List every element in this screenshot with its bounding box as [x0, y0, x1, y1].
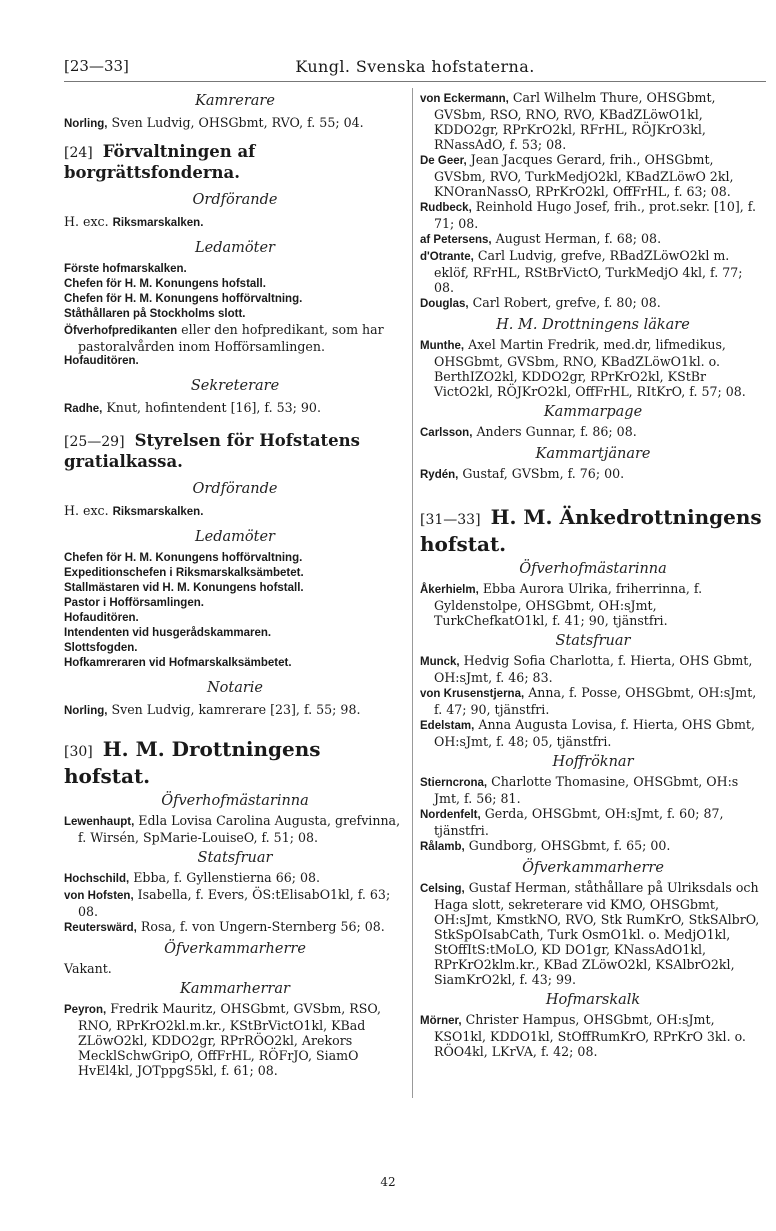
- entry: Munck, Hedvig Sofia Charlotta, f. Hierta, OHS Gbmt, OH:sJmt, f. 46; 83.: [420, 653, 753, 685]
- entry: af Petersens, August Herman, f. 68; 08.: [420, 231, 662, 246]
- entry: Åkerhielm, Ebba Aurora Ulrika, friherrinna, f. Gyldenstolpe, OHSGbmt, OH:sJmt, TurkChefkatO1kl, f. 41; 90, tjänstfri.: [420, 581, 703, 628]
- page-range: [23—33]: [64, 57, 129, 75]
- entry: Peyron, Fredrik Mauritz, OHSGbmt, GVSbm, RSO, RNO, RPrKrO2kl.m.kr., KStBrVictO1kl, KBad ZLöwO2kl, KDDO2gr, RPrRÖO2kl, Arekors MecklSchwGripO, OffFrHL, RÖFrJO, SiamO HvEl4kl, JOTppgS5kl, f. 61; 08.: [64, 1001, 381, 1078]
- entry: Norling, Sven Ludvig, kamrerare [23], f. 55; 98.: [64, 702, 361, 717]
- entry: H. exc. Riksmarskalken.: [64, 214, 204, 229]
- member-line: Pastor i Hofförsamlingen.: [64, 597, 204, 609]
- member-line: Förste hofmarskalken.: [64, 263, 187, 275]
- column-divider: [412, 88, 413, 1098]
- entry: Lewenhaupt, Edla Lovisa Carolina Augusta, grefvinna, f. Wirsén, SpMarie-LouiseO, f. 51; 08.: [64, 813, 401, 845]
- entry: Reuterswärd, Rosa, f. von Ungern-Sternberg 56; 08.: [64, 919, 385, 934]
- section-title: Hofmarskalk: [545, 992, 641, 1008]
- entry: von Eckermann, Carl Wilhelm Thure, OHSGbmt, GVSbm, RSO, RNO, RVO, KBadZLöwO1kl, KDDO2gr, RPrKrO2kl, RFrHL, RÖJKrO3kl, RNassAdO, f. 53; 08.: [420, 90, 716, 152]
- entry: Mörner, Christer Hampus, OHSGbmt, OH:sJmt, KSO1kl, KDDO1kl, StOffRumKrO, RPrKrO 3kl. o. RÖO4kl, LKrVA, f. 42; 08.: [420, 1012, 746, 1059]
- section-heading: [30] H. M. Drottningens hofstat.: [64, 737, 321, 788]
- section-title: Kammarherrar: [180, 981, 290, 997]
- entry: Rydén, Gustaf, GVSbm, f. 76; 00.: [420, 466, 625, 481]
- right-column: [420, 90, 766, 1059]
- section-title: Notarie: [206, 680, 264, 696]
- entry: H. exc. Riksmarskalken.: [64, 503, 204, 518]
- section-title: Kammartjänare: [535, 446, 651, 462]
- section-title: Kammarpage: [543, 404, 643, 420]
- member-line: Slottsfogden.: [64, 642, 138, 654]
- section-title: Statsfruar: [197, 850, 273, 866]
- section-title: Öfverhofmästarinna: [161, 793, 309, 809]
- section-title: Ledamöter: [195, 240, 275, 256]
- section-title: Hoffröknar: [552, 754, 634, 770]
- member-line: Stallmästaren vid H. M. Konungens hofstall.: [64, 582, 304, 594]
- member-line: Hofauditören.: [64, 612, 139, 624]
- section-title: Öfverhofmästarinna: [519, 561, 667, 577]
- page-number: 42: [380, 1175, 396, 1189]
- section-title: Kamrerare: [195, 93, 275, 109]
- member-line: Chefen för H. M. Konungens hofstall.: [64, 278, 266, 290]
- member-line: Chefen för H. M. Konungens hofförvaltning.: [64, 293, 303, 305]
- section-heading: [25—29] Styrelsen för Hofstatens gratialkassa.: [64, 431, 360, 471]
- entry: Radhe, Knut, hofintendent [16], f. 53; 90.: [64, 400, 321, 415]
- section-title: Öfverkammarherre: [522, 860, 664, 876]
- member-line: Expeditionschefen i Riksmarskalksämbetet.: [64, 567, 304, 579]
- running-title: Kungl. Svenska hofstaterna.: [295, 57, 535, 76]
- entry: d'Otrante, Carl Ludvig, grefve, RBadZLöwO2kl m. eklöf, RFrHL, RStBrVictO, TurkMedjO 4kl, f. 77; 08.: [420, 248, 743, 295]
- entry: Stierncrona, Charlotte Thomasine, OHSGbmt, OH:s Jmt, f. 56; 81.: [420, 774, 739, 806]
- member-line: Chefen för H. M. Konungens hofförvaltning.: [64, 552, 303, 564]
- entry: von Hofsten, Isabella, f. Evers, ÖS:tElisabO1kl, f. 63; 08.: [64, 887, 391, 919]
- entry: Munthe, Axel Martin Fredrik, med.dr, lifmedikus, OHSGbmt, GVSbm, RNO, KBadZLöwO1kl. o. BerthIZO2kl, KDDO2gr, RPrKrO2kl, KStBr VictO2kl, RÖJKrO2kl, OffFrHL, RItKrO, f. 57; 08.: [420, 337, 746, 399]
- running-header: [64, 55, 766, 82]
- entry: De Geer, Jean Jacques Gerard, frih., OHSGbmt, GVSbm, RVO, TurkMedjO2kl, KBadZLöwO 2kl, KNOranNassO, RPrKrO2kl, OffFrHL, f. 63; 08.: [420, 152, 734, 199]
- entry: Hochschild, Ebba, f. Gyllenstierna 66; 08.: [64, 870, 320, 885]
- left-column: [64, 90, 406, 1078]
- entry: Norling, Sven Ludvig, OHSGbmt, RVO, f. 55; 04.: [64, 115, 364, 130]
- entry: Öfverhofpredikanten eller den hofpredikant, som har pastoralvården inom Hofförsamlingen.: [64, 322, 384, 354]
- member-line: Intendenten vid husgerådskammaren.: [64, 627, 272, 639]
- entry: Douglas, Carl Robert, grefve, f. 80; 08.: [420, 295, 661, 310]
- section-title: Sekreterare: [190, 378, 280, 394]
- section-heading: [24] Förvaltningen af borgrättsfonderna.: [64, 142, 256, 182]
- section-title: H. M. Drottningens läkare: [496, 317, 690, 333]
- section-title: Öfverkammarherre: [164, 941, 306, 957]
- member-line: Hofauditören.: [64, 355, 139, 367]
- entry: Carlsson, Anders Gunnar, f. 86; 08.: [420, 424, 637, 439]
- entry: Vakant.: [64, 961, 112, 976]
- entry: Rudbeck, Reinhold Hugo Josef, frih., prot.sekr. [10], f. 71; 08.: [420, 199, 756, 231]
- entry: von Krusenstjerna, Anna, f. Posse, OHSGbmt, OH:sJmt, f. 47; 90, tjänstfri.: [420, 685, 757, 717]
- section-title: Statsfruar: [555, 633, 631, 649]
- section-heading: [31—33] H. M. Änkedrottningens hofstat.: [420, 505, 762, 556]
- entry: Celsing, Gustaf Herman, ståthållare på Ulriksdals och Haga slott, sekreterare vid KMO, OHSGbmt, OH:sJmt, KmstkNO, RVO, Stk RumKrO, StkSAlbrO, StkSpOIsabCath, Turk OsmO1kl. o. MedjO1kl, StOffItS:tMoLO, KD DO1gr, KNassAdO1kl, RPrKrO2klm.kr., KBad ZLöwO2kl, KSAlbrO2kl, SiamKrO2kl, f. 43; 99.: [420, 880, 760, 987]
- member-line: Hofkamreraren vid Hofmarskalksämbetet.: [64, 657, 292, 669]
- section-title: Ledamöter: [195, 529, 275, 545]
- section-title: Ordförande: [192, 192, 278, 208]
- entry: Edelstam, Anna Augusta Lovisa, f. Hierta, OHS Gbmt, OH:sJmt, f. 48; 05, tjänstfri.: [420, 717, 755, 749]
- section-title: Ordförande: [192, 481, 278, 497]
- entry: Nordenfelt, Gerda, OHSGbmt, OH:sJmt, f. 60; 87, tjänstfri.: [420, 806, 724, 838]
- entry: Rålamb, Gundborg, OHSGbmt, f. 65; 00.: [420, 838, 671, 853]
- member-line: Ståthållaren på Stockholms slott.: [64, 308, 246, 320]
